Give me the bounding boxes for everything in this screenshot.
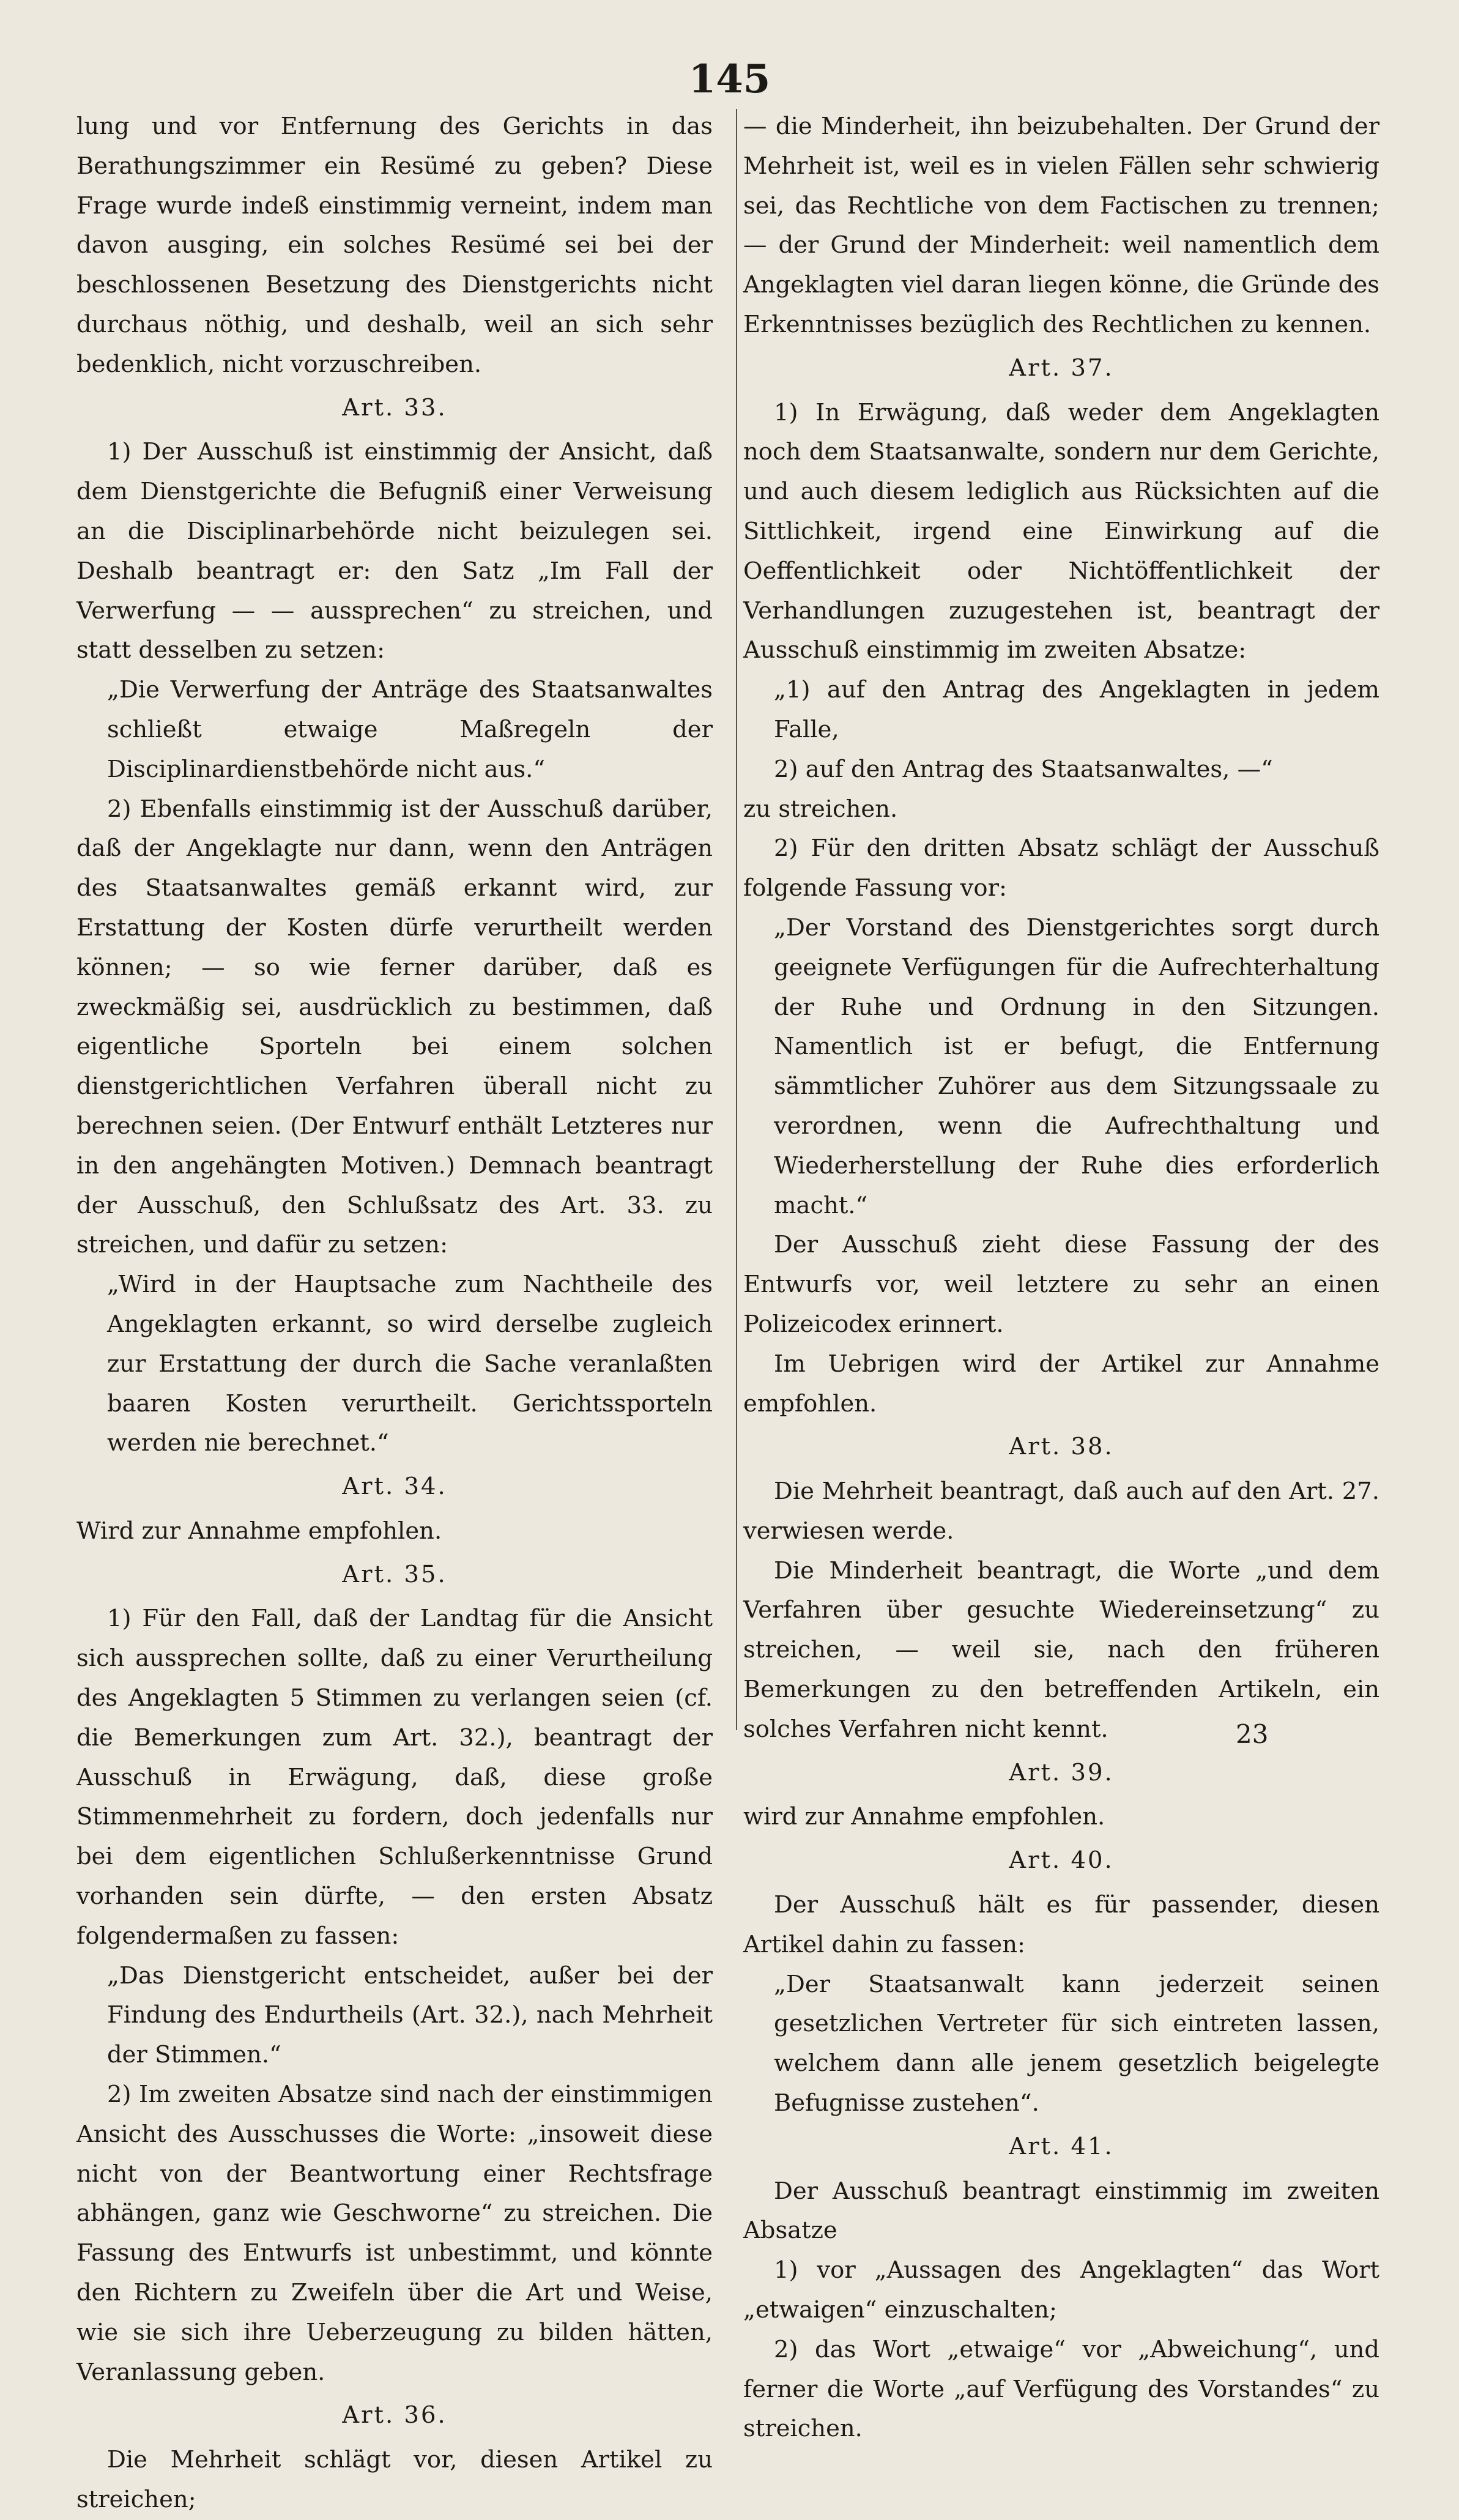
page-number: 145: [688, 56, 771, 102]
paragraph: „Wird in der Hauptsache zum Nachtheile des Angeklagten erkannt, so wird derselbe zugleich zur Erstattung der durch die Sache veranlaßten baaren Kosten verurtheilt. Gerichtssporteln werden nie berechnet.“: [107, 1271, 713, 1457]
article-heading: Art. 40.: [1009, 1846, 1114, 1875]
paragraph: Der Ausschuß beantragt einstimmig im zweiten Absatze: [743, 2177, 1379, 2245]
paragraph: Die Mehrheit beantragt, daß auch auf den Art. 27. verwiesen werde.: [743, 1477, 1379, 1545]
article-heading: Art. 36.: [342, 2401, 447, 2429]
signature-mark: 23: [1236, 1719, 1269, 1749]
left-column: [76, 107, 713, 2520]
paragraph: — die Minderheit, ihn beizubehalten. Der Grund der Mehrheit ist, weil es in vielen Fällen sehr schwierig sei, das Rechtliche von dem Factischen zu trennen; — der Grund der Minderheit: weil namentlich dem Angeklagten viel daran liegen könne, die Gründe des Erkenntnisses bezüglich des Rechtlichen zu kennen.: [743, 113, 1379, 338]
paragraph: wird zur Annahme empfohlen.: [743, 1803, 1105, 1831]
paragraph: „1) auf den Antrag des Angeklagten in jedem Falle,: [774, 676, 1379, 743]
right-column: [743, 107, 1379, 2449]
paragraph: „Der Staatsanwalt kann jederzeit seinen gesetzlichen Vertreter für sich eintreten lassen, welchem dann alle jenem gesetzlich beigelegte Befugnisse zustehen“.: [774, 1970, 1379, 2117]
article-heading: Art. 41.: [1009, 2132, 1114, 2160]
paragraph: 1) vor „Aussagen des Angeklagten“ das Wort „etwaigen“ einzuschalten;: [743, 2256, 1379, 2324]
paragraph: Die Minderheit beantragt, die Worte „und dem Verfahren über gesuchte Wiedereinsetzung“ zu streichen, — weil sie, nach den früheren Bemerkungen zu den betreffenden Artikeln, ein solches Verfahren nicht kennt.: [743, 1556, 1379, 1743]
paragraph: 2) Für den dritten Absatz schlägt der Ausschuß folgende Fassung vor:: [743, 834, 1379, 902]
paragraph: „Der Vorstand des Dienstgerichtes sorgt durch geeignete Verfügungen für die Aufrechterhaltung der Ruhe und Ordnung in den Sitzungen. Namentlich ist er befugt, die Entfernung sämmtlicher Zuhörer aus dem Sitzungssaale zu verordnen, wenn die Aufrechthaltung und Wiederherstellung der Ruhe dies erforderlich macht.“: [774, 913, 1379, 1219]
paragraph: 2) Im zweiten Absatze sind nach der einstimmigen Ansicht des Ausschusses die Worte: „insoweit diese nicht von der Beantwortung einer Rechtsfrage abhängen, ganz wie Geschworne“ zu streichen. Die Fassung des Entwurfs ist unbestimmt, und könnte den Richtern zu Zweifeln über die Art und Weise, wie sie sich ihre Ueberzeugung zu bilden hätten, Veranlassung geben.: [76, 2081, 713, 2386]
paragraph: Der Ausschuß zieht diese Fassung der des Entwurfs vor, weil letztere zu sehr an einen Polizeicodex erinnert.: [743, 1231, 1379, 1338]
paragraph: 1) Für den Fall, daß der Landtag für die Ansicht sich aussprechen sollte, daß zu einer Verurtheilung des Angeklagten 5 Stimmen zu verlangen seien (cf. die Bemerkungen zum Art. 32.), beantragt der Ausschuß in Erwägung, daß, diese große Stimmenmehrheit zu fordern, doch jedenfalls nur bei dem eigentlichen Schlußerkenntnisse Grund vorhanden sein dürfte, — den ersten Absatz folgendermaßen zu fassen:: [76, 1605, 713, 1950]
article-heading: Art. 33.: [342, 393, 447, 422]
article-heading: Art. 37.: [1009, 354, 1114, 382]
article-heading: Art. 34.: [342, 1473, 447, 1501]
paragraph: Wird zur Annahme empfohlen.: [76, 1517, 442, 1545]
paragraph: 1) In Erwägung, daß weder dem Angeklagten noch dem Staatsanwalte, sondern nur dem Gerichte, und auch diesem lediglich aus Rücksichten auf die Sittlichkeit, irgend eine Einwirkung auf die Oeffentlichkeit oder Nichtöffentlichkeit der Verhandlungen zuzugestehen ist, beantragt der Ausschuß einstimmig im zweiten Absatze:: [743, 398, 1379, 664]
article-heading: Art. 39.: [1009, 1758, 1114, 1786]
column-divider: [736, 109, 737, 1730]
paragraph: Der Ausschuß hält es für passender, diesen Artikel dahin zu fassen:: [743, 1891, 1379, 1958]
paragraph: lung und vor Entfernung des Gerichts in das Berathungszimmer ein Resümé zu geben? Diese Frage wurde indeß einstimmig verneint, indem man davon ausging, ein solches Resümé sei bei der beschlossenen Besetzung des Dienstgerichts nicht durchaus nöthig, und deshalb, weil an sich sehr bedenklich, nicht vorzuschreiben.: [76, 113, 713, 378]
paragraph: „Das Dienstgericht entscheidet, außer bei der Findung des Endurtheils (Art. 32.), nach Mehrheit der Stimmen.“: [107, 1961, 713, 2069]
paragraph: Die Mehrheit schlägt vor, diesen Artikel zu streichen;: [76, 2446, 713, 2514]
paragraph: 2) Ebenfalls einstimmig ist der Ausschuß darüber, daß der Angeklagte nur dann, wenn den Anträgen des Staatsanwaltes gemäß erkannt wird, zur Erstattung der Kosten dürfe verurtheilt werden können; — so wie ferner darüber, daß es zweckmäßig sei, ausdrücklich zu bestimmen, daß eigentliche Sporteln bei einem solchen dienstgerichtlichen Verfahren überall nicht zu berechnen seien. (Der Entwurf enthält Letzteres nur in den angehängten Motiven.) Demnach beantragt der Ausschuß, den Schlußsatz des Art. 33. zu streichen, und dafür zu setzen:: [76, 795, 713, 1259]
article-heading: Art. 35.: [342, 1560, 447, 1588]
paragraph: 1) Der Ausschuß ist einstimmig der Ansicht, daß dem Dienstgerichte die Befugniß einer Verweisung an die Disciplinarbehörde nicht beizulegen sei. Deshalb beantragt er: den Satz „Im Fall der Verwerfung — — aussprechen“ zu streichen, und statt desselben zu setzen:: [76, 438, 713, 664]
article-heading: Art. 38.: [1009, 1433, 1114, 1461]
paragraph: „Die Verwerfung der Anträge des Staatsanwaltes schließt etwaige Maßregeln der Disciplinardienstbehörde nicht aus.“: [107, 676, 713, 783]
paragraph: Im Uebrigen wird der Artikel zur Annahme empfohlen.: [743, 1350, 1379, 1418]
paragraph: zu streichen.: [743, 795, 898, 823]
paragraph: 2) das Wort „etwaige“ vor „Abweichung“, und ferner die Worte „auf Verfügung des Vorstandes“ zu streichen.: [743, 2335, 1379, 2443]
paragraph: 2) auf den Antrag des Staatsanwaltes, —“: [774, 755, 1273, 783]
